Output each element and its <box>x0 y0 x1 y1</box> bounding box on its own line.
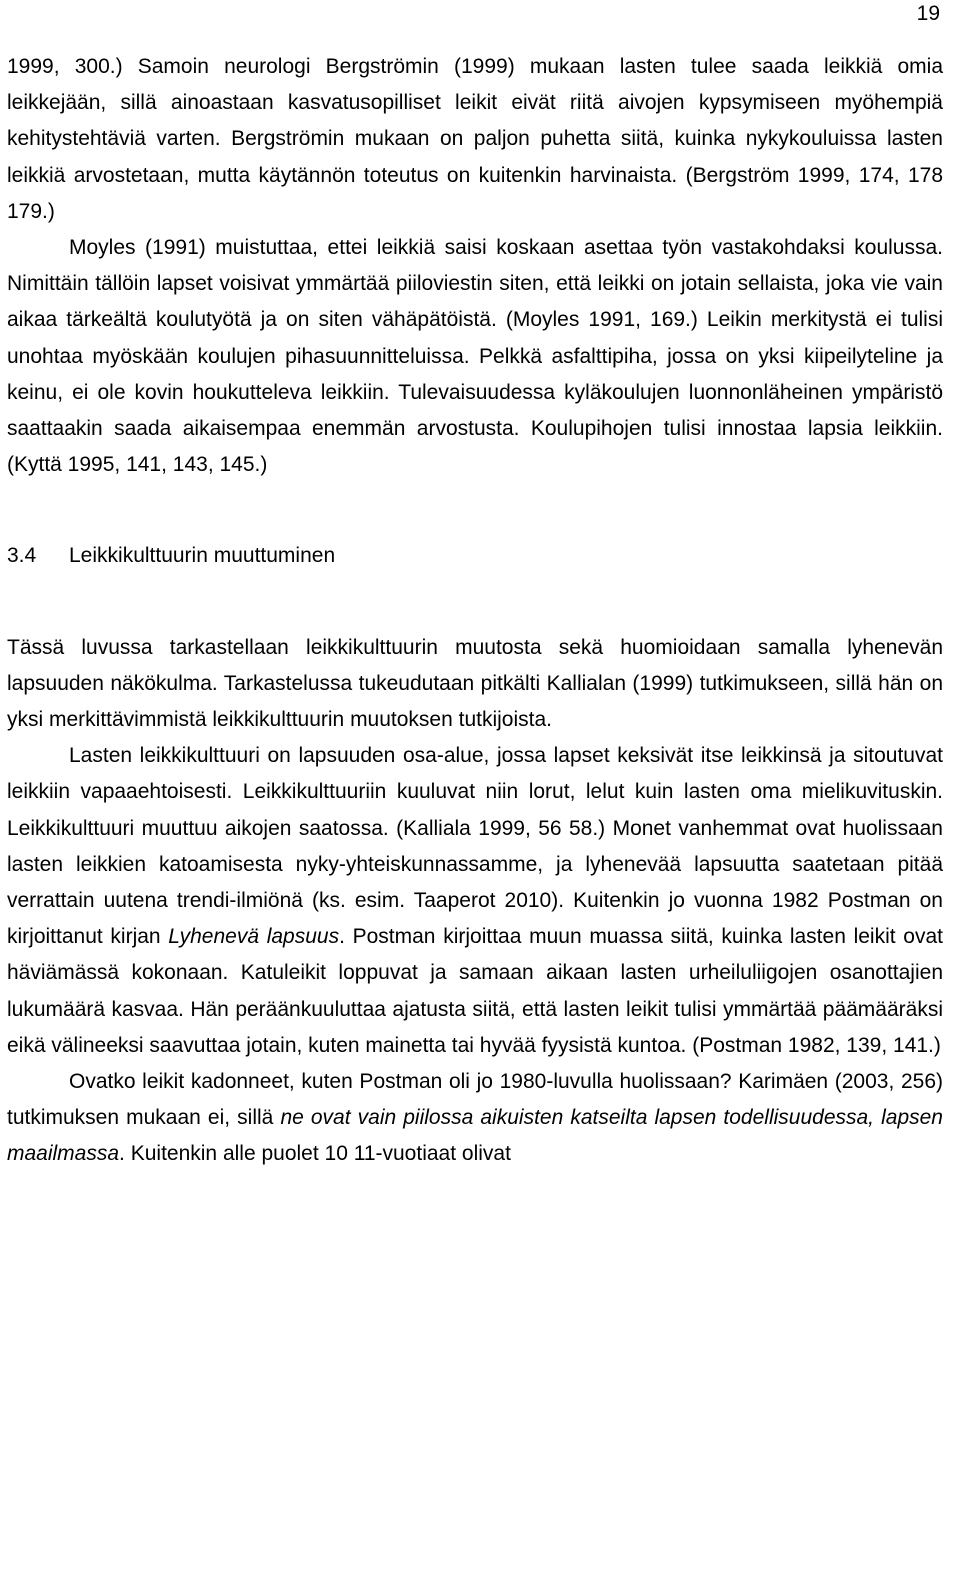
paragraph-text: . Postman kirjoittaa muun muassa siitä, kuinka lasten leikit ovat häviämässä kokonaan. Katuleikit loppuvat ja samaan aikaan lasten urheiluliigojen osanottajien lukumäärä kasvaa. Hän peräänkuuluttaa ajatusta siitä, että lasten leikit tulisi ymmärtää päämääräksi eikä välineeksi saavuttaa jotain, kuten mainetta tai hyvää fyysistä kuntoa. (Postman 1982, 139, 141.) <box>7 925 943 1057</box>
section-title: Leikkikulttuurin muuttuminen <box>69 544 336 568</box>
paragraph-bergstrom: 1999, 300.) Samoin neurologi Bergströmin (1999) mukaan lasten tulee saada leikkiä omia leikkejään, sillä ainoastaan kasvatusopilliset leikit eivät riitä aivojen kypsymiseen myöhempiä kehitystehtäviä varten. Bergströmin mukaan on paljon puhetta siitä, kuinka nykykouluissa lasten leikkiä arvostetaan, mutta käytännön toteutus on kuitenkin harvinaista. (Bergström 1999, 174, 178 179.) <box>7 55 943 223</box>
paragraph-text: Lasten leikkikulttuuri on lapsuuden osa-alue, jossa lapset keksivät itse leikkinsä ja sitoutuvat leikkiin vapaaehtoisesti. Leikkikulttuuriin kuuluvat niin lorut, lelut kuin lasten oma mielikuvituskin. Leikkikulttuuri muuttuu aikojen saatossa. (Kalliala 1999, 56 58.) Monet vanhemmat ovat huolissaan lasten leikkien katoamisesta nyky-yhteiskunnassamme, ja lyhenevää lapsuutta saatetaan pitää verrattain uutena trendi-ilmiönä (ks. esim. Taaperot 2010). Kuitenkin jo vuonna 1982 Postman on kirjoittanut kirjan <box>7 744 943 949</box>
paragraph-ovatko <box>7 1064 943 1173</box>
document-body <box>7 49 943 1173</box>
section-number: 3.4 <box>7 544 37 568</box>
book-title: Lyhenevä lapsuus <box>168 925 340 949</box>
paragraph-text: Ovatko leikit kadonneet, kuten Postman oli jo 1980-luvulla huolissaan? Karimäen (2003, 256) tutkimuksen mukaan ei, sillä <box>7 1070 943 1130</box>
paragraph-intro: Tässä luvussa tarkastellaan leikkikulttuurin muutosta sekä huomioidaan samalla lyhenevän lapsuuden näkökulma. Tarkastelussa tukeudutaan pitkälti Kallialan (1999) tutkimukseen, sillä hän on yksi merkittävimmistä leikkikulttuurin muutoksen tutkijoista. <box>7 635 943 732</box>
paragraph-moyles: Moyles (1991) muistuttaa, ettei leikkiä saisi koskaan asettaa työn vastakohdaksi koulussa. Nimittäin tällöin lapset voisivat ymmärtää piiloviestin siten, että leikki on jotain sellaista, joka vie vain aikaa tärkeältä koulutyötä ja on siten vähäpätöistä. (Moyles 1991, 169.) Leikin merkitystä ei tulisi unohtaa myöskään koulujen pihasuunnitteluissa. Pelkkä asfalttipiha, jossa on yksi kiipeilyteline ja keinu, ei ole kovin houkutteleva leikkiin. Tulevaisuudessa kyläkoulujen luonnonläheinen ympäristö saattaakin saada aikaisempaa enemmän arvostusta. Koulupihojen tulisi innostaa lapsia leikkiin. (Kyttä 1995, 141, 143, 145.) <box>7 236 943 477</box>
quote-italic: ne ovat vain piilossa aikuisten katseilta lapsen todellisuudessa, lapsen maailmassa <box>7 1106 943 1166</box>
page-number: 19 <box>916 2 940 25</box>
paragraph-leikkikulttuuri <box>7 738 943 1064</box>
paragraph-text: . Kuitenkin alle puolet 10 11-vuotiaat olivat <box>119 1142 511 1166</box>
section-heading <box>7 538 943 574</box>
